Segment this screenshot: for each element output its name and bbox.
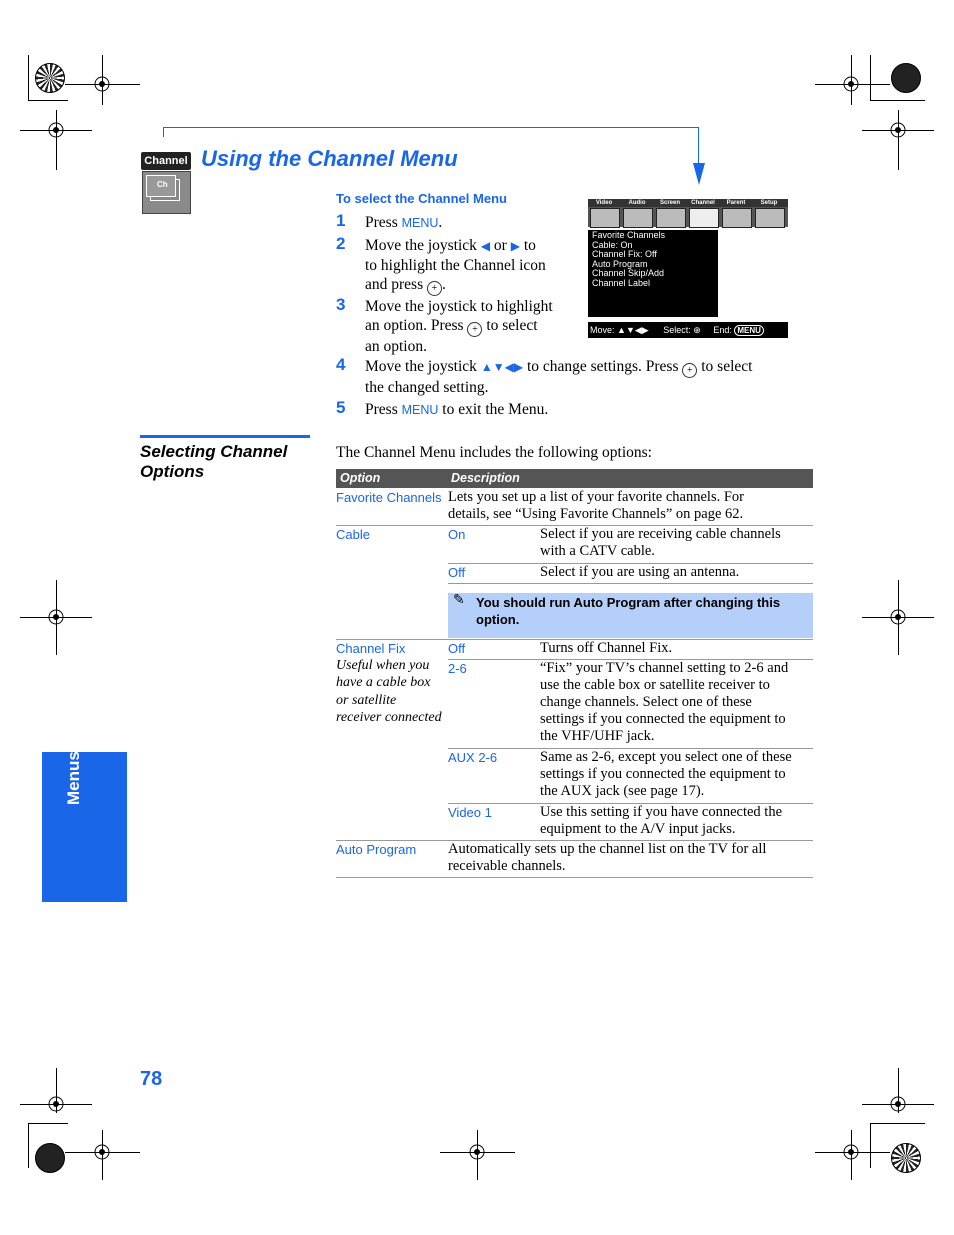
pencil-note-icon: ✎ [453,593,465,608]
table-bottom-rule [336,877,813,878]
parent-icon [722,208,752,228]
audio-icon [623,208,653,228]
setting-description: Select if you are receiving cable channels with a CATV cable. [540,526,781,559]
header-bracket [698,127,699,165]
step-number: 2 [336,234,346,253]
step-text: Move the joystick ▲▼◀▶ to change settings. Press + to select the changed setting. [365,358,753,396]
channel-icon-inner-label: Ch [157,180,168,189]
row-divider [448,583,813,584]
option-channel-fix: Channel Fix [336,641,406,656]
tv-menu-tabs [588,199,788,207]
channel-icon [689,208,719,228]
tv-menu-list [588,230,718,317]
tv-menu-footer [588,322,788,338]
option-cable: Cable [336,527,370,542]
setting-description: “Fix” your TV’s channel setting to 2-6 and use the cable box or satellite receiver to change channels. Select one of these settings if you connected the equipment to the VHF/UHF jack. [540,660,789,744]
setting-description: Select if you are using an antenna. [540,564,740,580]
setting-video-1: Video 1 [448,805,492,820]
registration-mark-icon [887,119,909,141]
step-number: 5 [336,398,346,417]
setting-description: Use this setting if you have connected the equipment to the A/V input jacks. [540,804,783,837]
registration-mark-icon [840,1141,862,1163]
step-number: 4 [336,355,346,374]
arrow-right-icon: ▶ [510,239,520,253]
setup-icon [755,208,785,228]
video-icon [590,208,620,228]
arrow-right-icon: ▶ [513,360,524,374]
note-box [448,593,813,638]
column-header-description: Description [451,471,520,485]
joystick-press-icon: ⊕ [693,325,701,335]
footer-menu-key: MENU [734,325,764,336]
footer-move-label: Move: [590,325,615,335]
option-favorite-channels: Favorite Channels [336,490,442,505]
tv-menu-item: Favorite Channels [592,230,666,240]
tv-tab-parent: Parent [726,200,746,206]
channel-icon-label: Channel [141,152,191,170]
registration-mark-icon [466,1141,488,1163]
move-arrows-icon: ▲▼◀▶ [617,325,649,335]
header-bracket [163,127,164,137]
step-text: Move the joystick to highlight an option. Press + to select an option. [365,298,553,355]
step-text: Press MENU. [365,214,443,231]
column-header-option: Option [340,471,381,485]
setting-description: Same as 2-6, except you select one of these settings if you connected the equipment to the AUX jack (see page 17). [540,749,792,799]
page-number: 78 [140,1068,163,1090]
step-text: Move the joystick ◀ or ▶ to to highlight the Channel icon and press + . [365,237,546,294]
setting-2-6: 2-6 [448,661,467,676]
table-header [336,469,813,488]
setting-on: On [448,527,466,542]
registration-mark-icon [45,1093,67,1115]
joystick-press-icon: + [427,281,442,296]
channel-menu-icon [141,152,191,214]
color-target-icon [35,63,65,93]
section-intro: The Channel Menu includes the following options: [336,444,652,461]
color-target-icon [35,1143,65,1173]
registration-mark-icon [45,119,67,141]
tv-menu-screenshot [588,199,788,339]
setting-aux-2-6: AUX 2-6 [448,750,498,765]
step-number: 3 [336,295,346,314]
footer-end-label: End: [713,325,732,335]
setting-description: Turns off Channel Fix. [540,640,673,656]
arrow-left-icon: ◀ [480,239,491,253]
tv-menu-item: Channel Label [592,277,651,288]
setting-off: Off [448,565,466,580]
menu-key: MENU [401,403,439,417]
side-tab-label: Menus [64,751,83,805]
tv-tab-audio: Audio [628,200,646,206]
screen-icon [656,208,686,228]
tv-tab-screen: Screen [659,200,680,206]
registration-mark-icon [887,606,909,628]
step-text: Press MENU to exit the Menu. [365,401,549,418]
tv-tab-setup: Setup [760,200,778,206]
option-auto-program: Auto Program [336,842,417,857]
footer-select-label: Select: [663,325,691,335]
tv-menu-item: Channel Fix: Off [592,249,657,259]
tv-menu-item: Channel Skip/Add [592,268,665,278]
procedure-heading: To select the Channel Menu [336,191,507,206]
page-title: Using the Channel Menu [201,146,458,171]
registration-mark-icon [840,73,862,95]
note-text: You should run Auto Program after changing this option. [476,595,781,627]
tv-menu-item: Auto Program [592,258,648,269]
section-rule [140,435,310,438]
option-description: Lets you set up a list of your favorite channels. For details, see “Using Favorite Channels” on page 62. [448,489,744,522]
registration-mark-icon [91,1141,113,1163]
joystick-press-icon: + [682,363,697,378]
channel-fix-note: Useful when you have a cable box or satellite receiver connected [336,658,442,725]
header-bracket [163,127,699,128]
arrow-down-icon: ▼ [492,360,505,374]
option-description: Automatically sets up the channel list on the TV for all receivable channels. [448,841,767,874]
channel-icon-front-window [146,175,176,197]
tv-tab-video: Video [595,200,613,206]
tv-tab-channel: Channel [691,200,715,206]
registration-mark-icon [887,1093,909,1115]
joystick-press-icon: + [467,322,482,337]
arrow-left-icon: ◀ [504,360,514,374]
section-title: Selecting Channel Options [140,442,288,481]
color-target-icon [891,1143,921,1173]
tv-menu-icon-row [588,207,788,227]
registration-mark-icon [91,73,113,95]
tv-menu-item: Cable: On [592,239,633,250]
menu-key: MENU [401,216,439,230]
down-arrow-icon [693,163,705,185]
registration-mark-icon [45,606,67,628]
setting-off: Off [448,641,466,656]
step-number: 1 [336,211,346,230]
arrow-up-icon: ▲ [480,360,493,374]
color-target-icon [891,63,921,93]
